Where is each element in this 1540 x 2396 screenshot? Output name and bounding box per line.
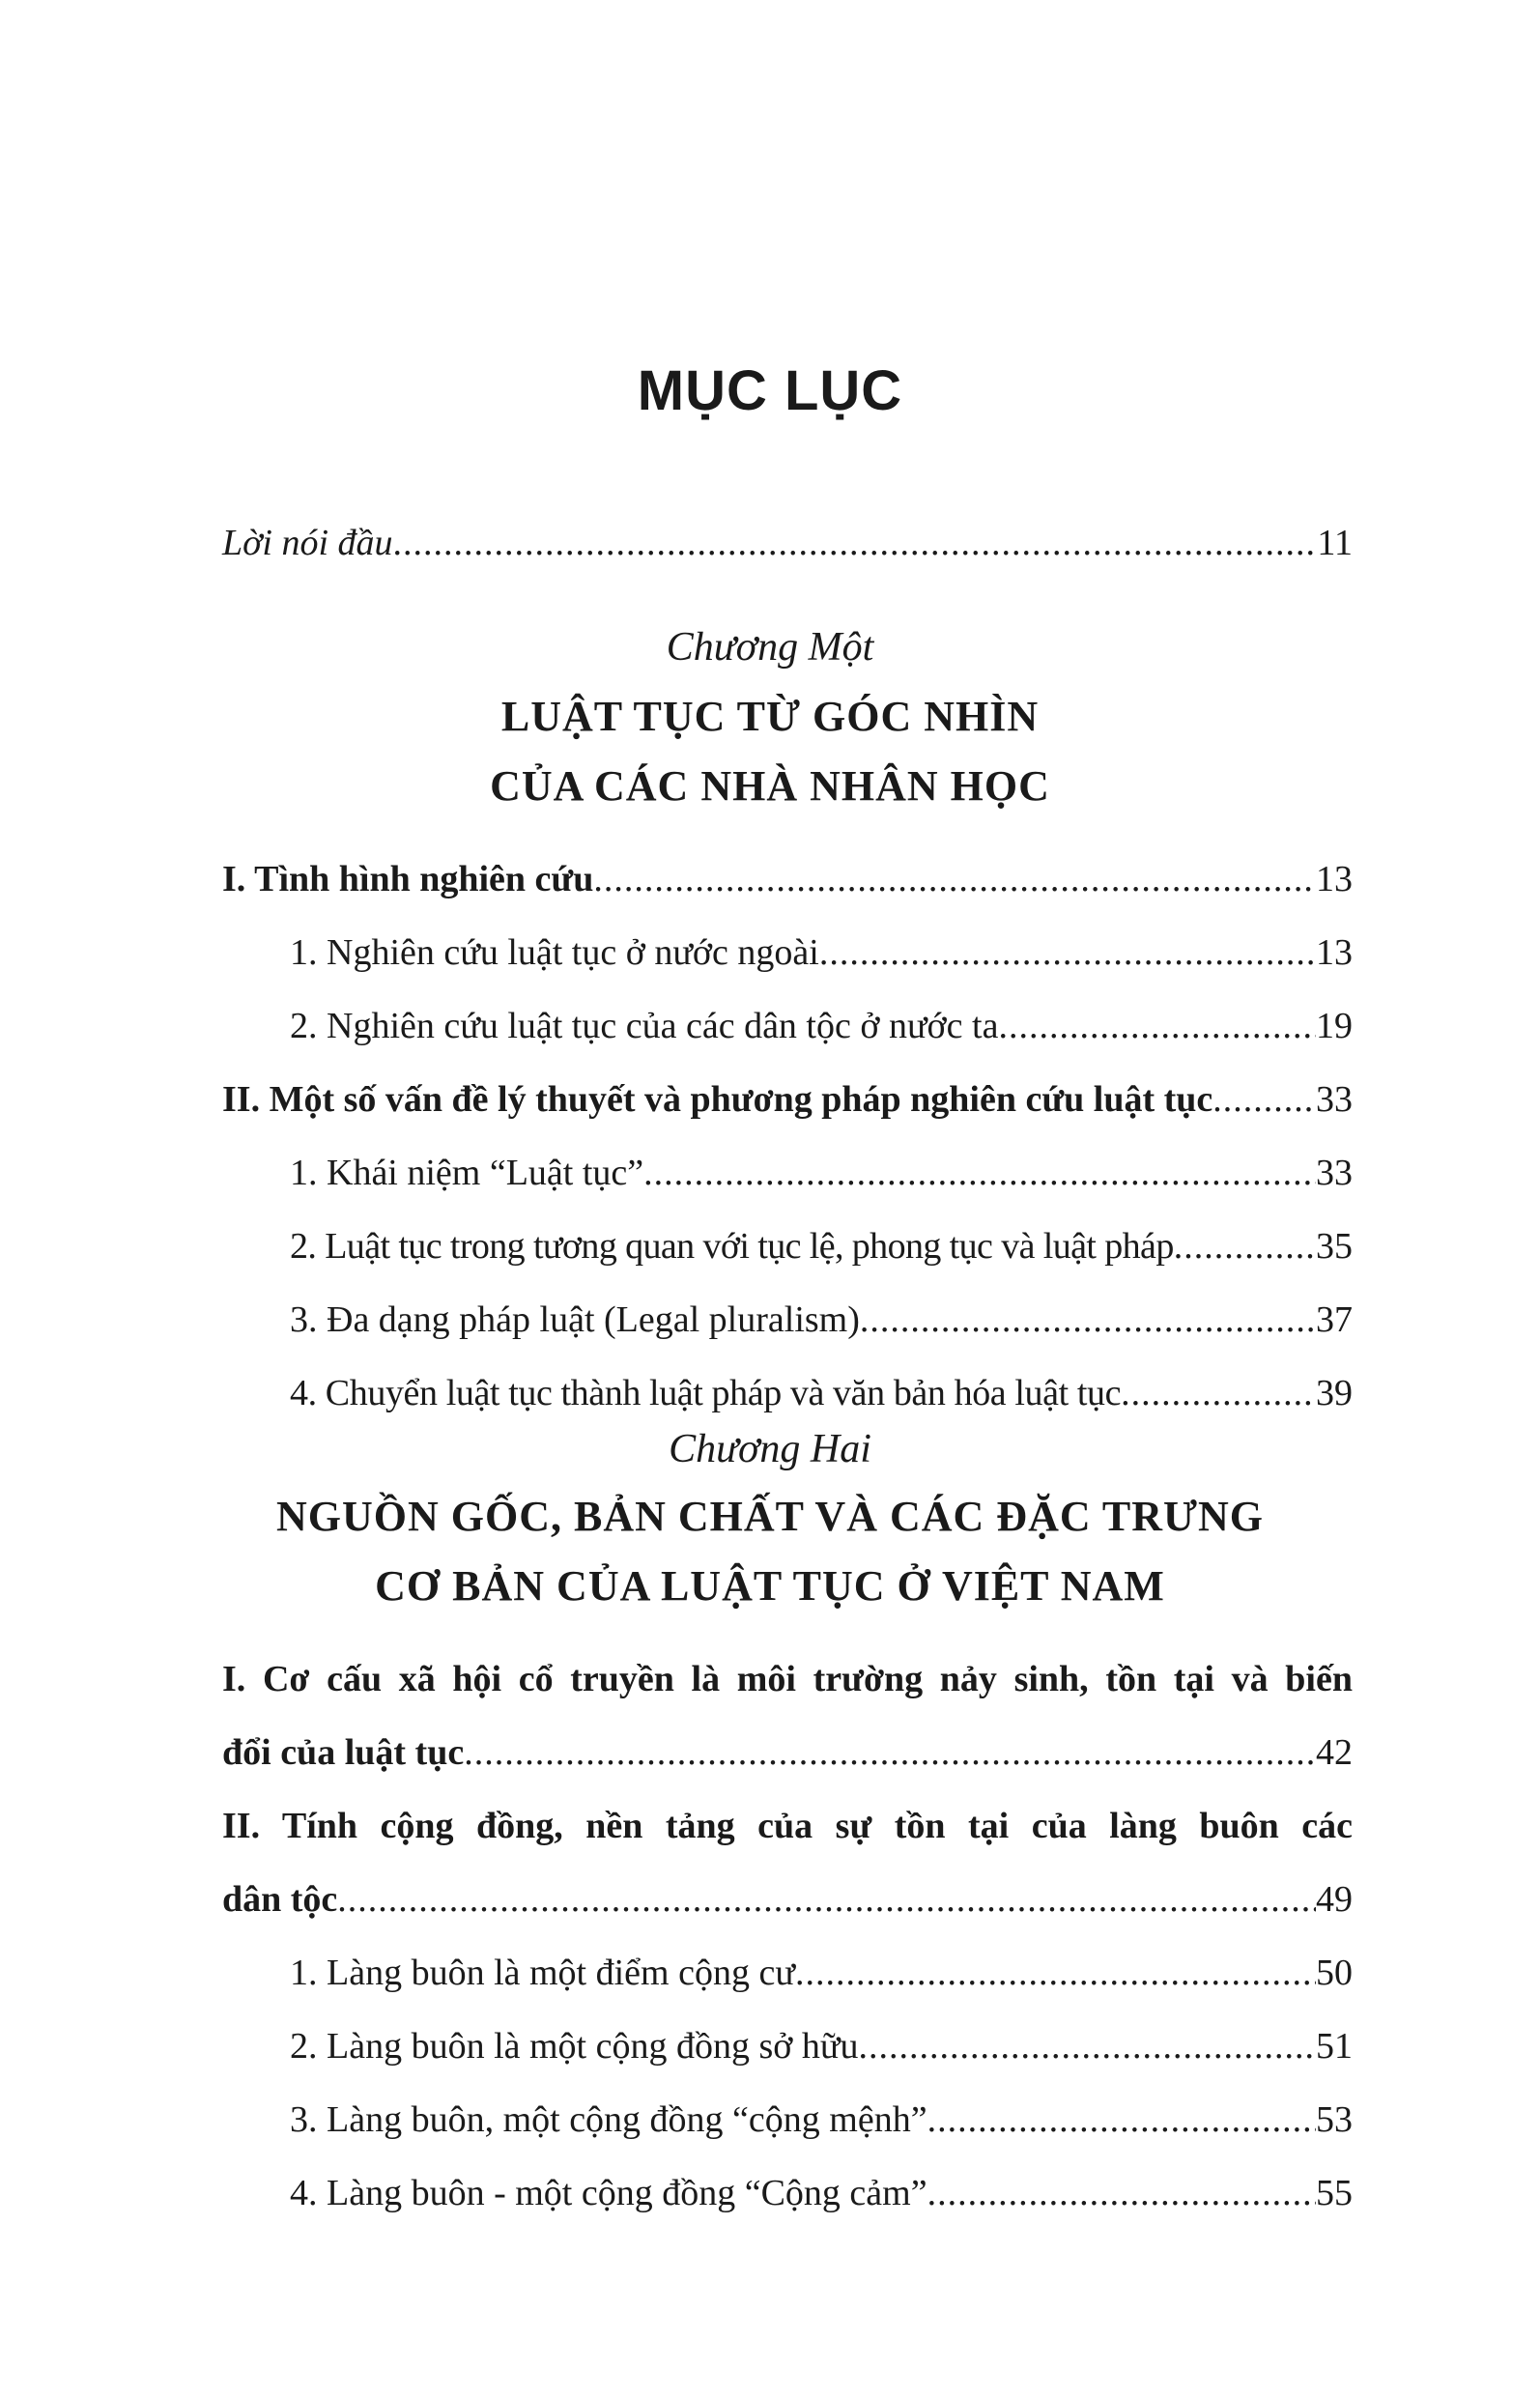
toc-entry-ch2-2-1[interactable] — [290, 1936, 1353, 2010]
toc-page-number: 53 — [1316, 2099, 1353, 2140]
toc-entry-ch1-2-1[interactable] — [290, 1136, 1353, 1210]
toc-page-number: 37 — [1316, 1299, 1353, 1340]
chapter-2-label: Chương Hai — [669, 1427, 871, 1471]
dot-leader — [1121, 1356, 1316, 1430]
toc-entry-ch2-section-2-line-1[interactable]: II. Tính cộng đồng, nền tảng của sự tồn tại của làng buôn các — [222, 1806, 1353, 1846]
chapter-2-title-line-1: NGUỒN GỐC, BẢN CHẤT VÀ CÁC ĐẶC TRƯNG — [276, 1493, 1264, 1540]
toc-entry-ch1-2-2[interactable] — [290, 1210, 1353, 1283]
toc-entry-ch2-2-4[interactable] — [290, 2156, 1353, 2230]
chapter-1-title-line-1: LUẬT TỤC TỪ GÓC NHÌN — [500, 693, 1040, 740]
toc-entry-ch2-2-3[interactable] — [290, 2083, 1353, 2156]
dot-leader — [819, 916, 1316, 989]
toc-entry-label: 3. Đa dạng pháp luật (Legal pluralism) — [290, 1299, 860, 1340]
dot-leader — [464, 1716, 1316, 1789]
toc-entry-label: 1. Khái niệm “Luật tục” — [290, 1153, 644, 1193]
toc-entry-label: 2. Luật tục trong tương quan với tục lệ, phong tục và luật pháp — [290, 1226, 1174, 1267]
toc-page-number: 50 — [1316, 1953, 1353, 1993]
toc-entry-ch1-2-3[interactable] — [290, 1283, 1353, 1356]
toc-page-number: 33 — [1316, 1153, 1353, 1193]
toc-entry-label: 4. Chuyển luật tục thành luật pháp và văn bản hóa luật tục — [290, 1373, 1122, 1413]
chapter-1-title-line-2: CỦA CÁC NHÀ NHÂN HỌC — [490, 762, 1050, 810]
dot-leader — [998, 989, 1316, 1063]
toc-page-number: 49 — [1316, 1879, 1353, 1920]
toc-entry-ch1-section-1[interactable] — [222, 842, 1353, 916]
page-title: MỤC LỤC — [637, 359, 903, 422]
toc-entry-ch2-section-1-line-2[interactable] — [222, 1716, 1353, 1789]
toc-entry-label: 2. Nghiên cứu luật tục của các dân tộc ở nước ta — [290, 1006, 999, 1046]
chapter-2-title-line-2: CƠ BẢN CỦA LUẬT TỤC Ở VIỆT NAM — [375, 1562, 1165, 1610]
toc-entry-label: đổi của luật tục — [222, 1732, 465, 1773]
toc-page-number: 33 — [1316, 1079, 1353, 1120]
toc-page-number: 13 — [1316, 859, 1353, 899]
toc-entry-label: 1. Nghiên cứu luật tục ở nước ngoài — [290, 932, 819, 973]
dot-leader — [858, 2010, 1316, 2083]
toc-entry-label: 4. Làng buôn - một cộng đồng “Cộng cảm” — [290, 2173, 927, 2213]
dot-leader — [337, 1863, 1316, 1936]
toc-entry-ch2-section-2-line-2[interactable] — [222, 1863, 1353, 1936]
toc-page-number: 11 — [1317, 523, 1353, 563]
toc-page-number: 39 — [1316, 1373, 1353, 1413]
toc-page-number: 55 — [1316, 2173, 1353, 2213]
toc-entry-label: II. Một số vấn đề lý thuyết và phương pháp nghiên cứu luật tục — [222, 1079, 1213, 1120]
toc-page-number: 19 — [1316, 1006, 1353, 1046]
toc-entry-label: dân tộc — [222, 1879, 338, 1920]
toc-page-number: 51 — [1316, 2026, 1353, 2067]
toc-entry-ch1-2-4[interactable] — [290, 1356, 1353, 1430]
dot-leader — [860, 1283, 1316, 1356]
toc-entry-ch2-section-1-line-1[interactable]: I. Cơ cấu xã hội cổ truyền là môi trường nảy sinh, tồn tại và biến — [222, 1659, 1353, 1699]
dot-leader — [393, 506, 1318, 580]
dot-leader — [795, 1936, 1316, 2010]
toc-entry-label: 3. Làng buôn, một cộng đồng “cộng mệnh” — [290, 2099, 927, 2140]
dot-leader — [593, 842, 1316, 916]
dot-leader — [1212, 1063, 1316, 1136]
toc-entry-ch2-2-2[interactable] — [290, 2010, 1353, 2083]
dot-leader — [927, 2156, 1316, 2230]
toc-entry-label: 1. Làng buôn là một điểm cộng cư — [290, 1953, 795, 1993]
toc-entry-preface[interactable] — [222, 506, 1353, 580]
toc-entry-ch1-1-2[interactable] — [290, 989, 1353, 1063]
toc-page-number: 42 — [1316, 1732, 1353, 1773]
toc-entry-label: Lời nói đầu — [222, 523, 393, 563]
toc-entry-label: I. Tình hình nghiên cứu — [222, 859, 594, 899]
dot-leader — [927, 2083, 1316, 2156]
dot-leader — [643, 1136, 1316, 1210]
dot-leader — [1174, 1210, 1316, 1283]
chapter-1-label: Chương Một — [666, 625, 874, 670]
toc-page-number: 35 — [1316, 1226, 1353, 1267]
toc-page-number: 13 — [1316, 932, 1353, 973]
toc-entry-ch1-section-2[interactable] — [222, 1063, 1353, 1136]
toc-entry-label: 2. Làng buôn là một cộng đồng sở hữu — [290, 2026, 859, 2067]
toc-entry-ch1-1-1[interactable] — [290, 916, 1353, 989]
